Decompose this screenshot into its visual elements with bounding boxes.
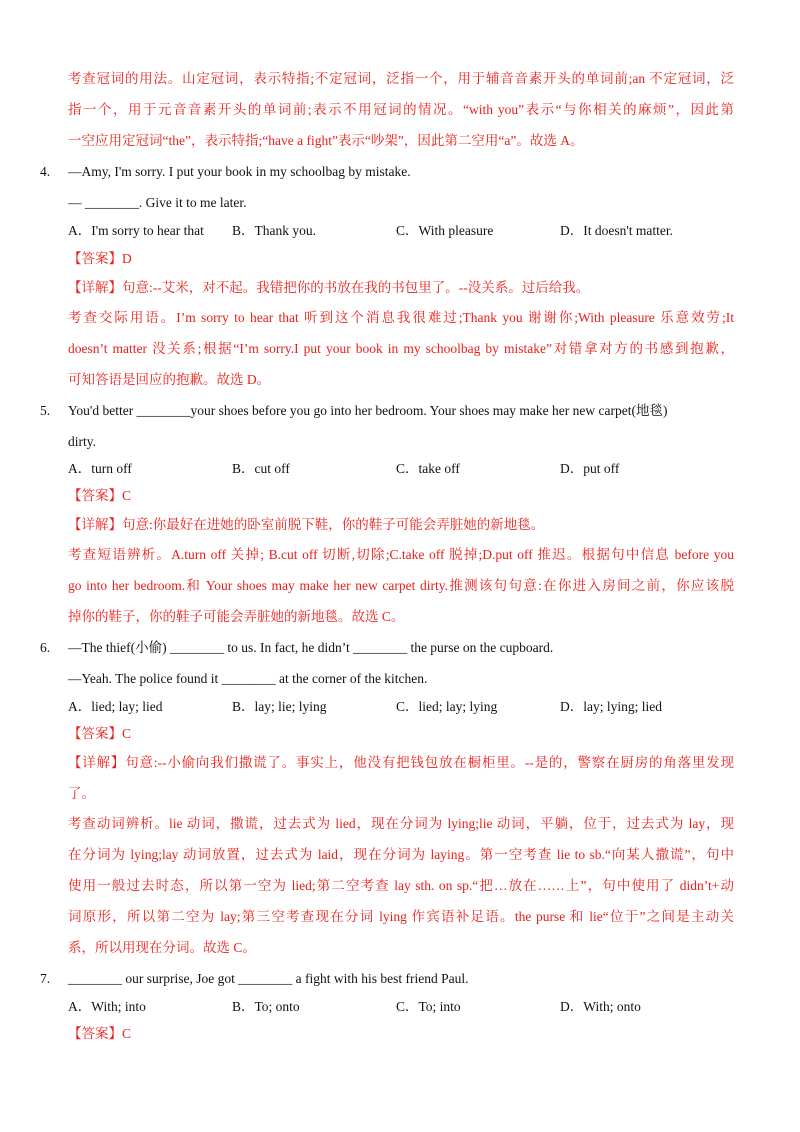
- q6-option-a: A．lied; lay; lied: [68, 699, 163, 714]
- q6-explanation-line-2: 在分词为 lying;lay 动词放置，过去式为 laid，现在分词为 laying。第一空考查 lie to sb.“向某人撒谎”，句中: [68, 847, 734, 862]
- q5-answer: 【答案】C: [68, 488, 132, 503]
- q5-option-b: B．cut off: [232, 461, 290, 476]
- q4-explanation-line-2: doesn’t matter 没关系;根据“I’m sorry.I put your book in my schoolbag by mistake”对错拿对方的书感到抱歉，: [68, 341, 734, 356]
- q4-number: 4.: [40, 164, 51, 179]
- q6-option-c: C．lied; lay; lying: [396, 699, 498, 714]
- q3-explanation-line-2: 指一个，用于元音音素开头的单词前;表示不用冠词的情况。“with you”表示“与你相关的麻烦”，因此第: [68, 102, 734, 117]
- q4-stem-line-1: —Amy, I'm sorry. I put your book in my schoolbag by mistake.: [68, 164, 411, 179]
- q6-option-d: D．lay; lying; lied: [560, 699, 662, 714]
- q6-explanation-line-1: 考查动词辨析。lie 动词，撒谎，过去式为 lied，现在分词为 lying;lie 动词，平躺，位于，过去式为 lay，现: [68, 816, 734, 831]
- q4-option-a: A．I'm sorry to hear that: [68, 223, 204, 238]
- q7-answer: 【答案】C: [68, 1026, 132, 1041]
- q6-stem-line-2: —Yeah. The police found it ________ at the corner of the kitchen.: [68, 671, 428, 686]
- q6-number: 6.: [40, 640, 51, 655]
- q7-option-b: B．To; onto: [232, 999, 300, 1014]
- q5-explanation-line-1: 考查短语辨析。A.turn off 关掉; B.cut off 切断,切除;C.take off 脱掉;D.put off 推迟。根据句中信息 before you: [68, 547, 734, 562]
- q3-explanation-line-1: 考查冠词的用法。山定冠词，表示特指;不定冠词，泛指一个，用于辅音音素开头的单词前;an 不定冠词，泛: [68, 71, 734, 86]
- q5-option-c: C．take off: [396, 461, 460, 476]
- q4-option-c: C．With pleasure: [396, 223, 494, 238]
- q5-number: 5.: [40, 403, 51, 418]
- q7-number: 7.: [40, 971, 51, 986]
- q5-stem-line-2: dirty.: [68, 434, 96, 449]
- q7-stem-line-1: ________ our surprise, Joe got ________ a fight with his best friend Paul.: [68, 971, 469, 986]
- q6-stem-line-1: —The thief(小偷) ________ to us. In fact, he didn’t ________ the purse on the cupboard.: [68, 640, 554, 655]
- q4-option-b: B．Thank you.: [232, 223, 316, 238]
- q6-explanation-line-5: 系，所以用现在分词。故选 C。: [68, 940, 256, 955]
- q7-option-a: A．With; into: [68, 999, 146, 1014]
- q6-answer: 【答案】C: [68, 726, 132, 741]
- q5-explanation-line-2: go into her bedroom.和 Your shoes may make her new carpet dirty.推测该句句意:在你进入房间之前，你应该脱: [68, 578, 734, 593]
- q5-option-d: D．put off: [560, 461, 620, 476]
- q6-detail-line-2: 了。: [68, 786, 95, 801]
- q5-explanation-line-3: 掉你的鞋子，你的鞋子可能会弄脏她的新地毯。故选 C。: [68, 609, 405, 624]
- q7-option-d: D．With; onto: [560, 999, 641, 1014]
- q4-detail: 【详解】句意:--艾米，对不起。我错把你的书放在我的书包里了。--没关系。过后给我。: [68, 280, 590, 295]
- q6-explanation-line-3: 使用一般过去时态，所以第一空为 lied;第二空考查 lay sth. on sp.“把…放在……上”，句中使用了 didn’t+动: [68, 878, 734, 893]
- q3-explanation-line-3: 一空应用定冠词“the”，表示特指;“have a fight”表示“吵架”，因此第二空用“a”。故选 A。: [68, 133, 584, 148]
- q6-option-b: B．lay; lie; lying: [232, 699, 327, 714]
- q4-explanation-line-1: 考查交际用语。I’m sorry to hear that 听到这个消息我很难过;Thank you 谢谢你;With pleasure 乐意效劳;It: [68, 310, 734, 325]
- q4-answer: 【答案】D: [68, 251, 132, 266]
- q5-stem-line-1: You'd better ________your shoes before you go into her bedroom. Your shoes may make her new carpet(地毯): [68, 403, 668, 418]
- q7-option-c: C．To; into: [396, 999, 461, 1014]
- q6-detail-line-1: 【详解】句意:--小偷向我们撒谎了。事实上，他没有把钱包放在橱柜里。--是的，警察在厨房的角落里发现: [68, 755, 734, 770]
- q5-detail: 【详解】句意:你最好在进她的卧室前脱下鞋，你的鞋子可能会弄脏她的新地毯。: [68, 517, 545, 532]
- q5-option-a: A．turn off: [68, 461, 132, 476]
- q4-option-d: D．It doesn't matter.: [560, 223, 674, 238]
- q4-explanation-line-3: 可知答语是回应的抱歉。故选 D。: [68, 372, 271, 387]
- q4-stem-line-2: — ________. Give it to me later.: [68, 195, 247, 210]
- q6-explanation-line-4: 词原形，所以第二空为 lay;第三空考查现在分词 lying 作宾语补足语。the purse 和 lie“位于”之间是主动关: [68, 909, 734, 924]
